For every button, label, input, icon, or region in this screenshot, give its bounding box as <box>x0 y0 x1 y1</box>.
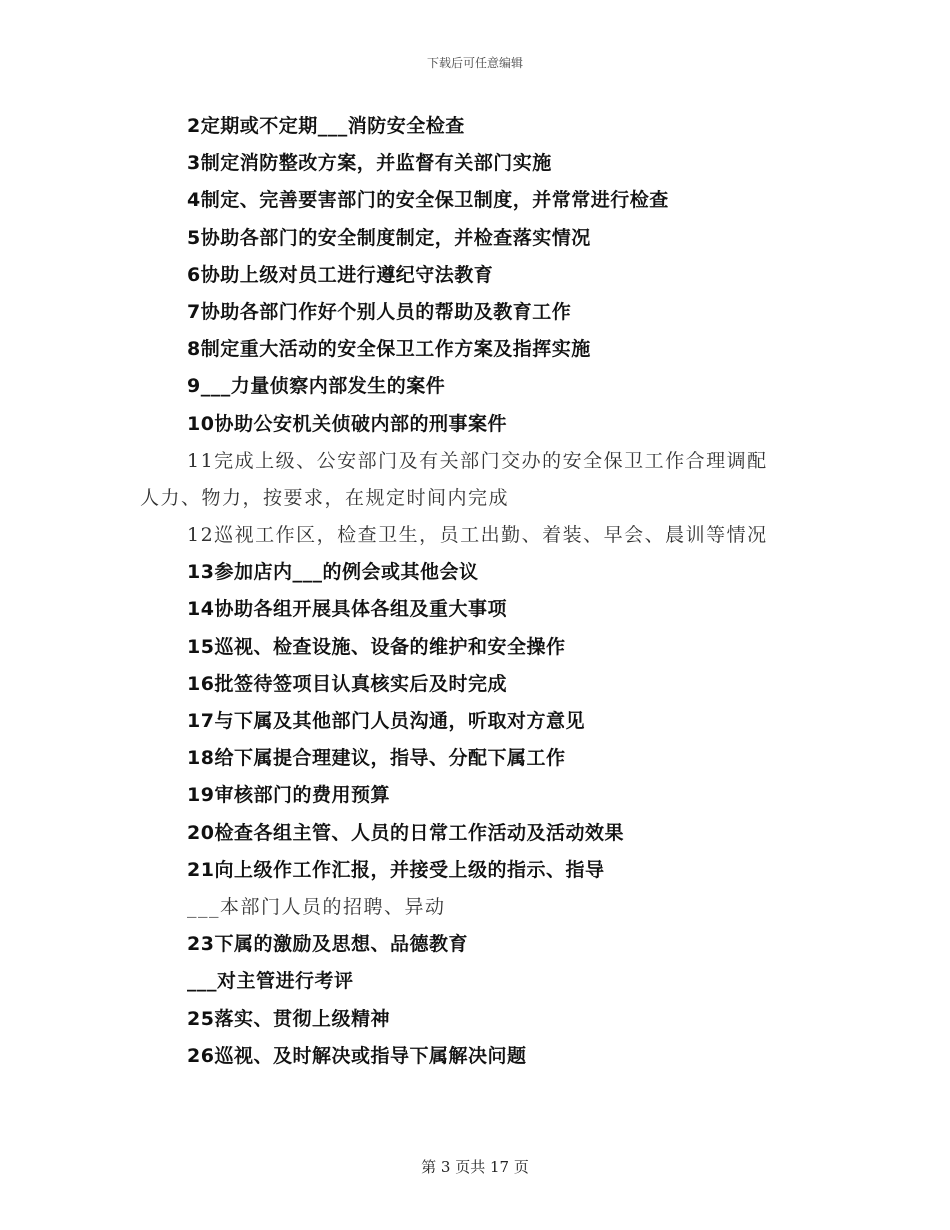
list-item: 23下属的激励及思想、品德教育 <box>187 933 468 956</box>
list-item: 8制定重大活动的安全保卫工作方案及指挥实施 <box>187 338 591 361</box>
list-item: 17与下属及其他部门人员沟通，听取对方意见 <box>187 710 585 732</box>
list-item: 5协助各部门的安全制度制定，并检查落实情况 <box>187 226 591 249</box>
list-item: 4制定、完善要害部门的安全保卫制度，并常常进行检查 <box>187 189 669 212</box>
list-item: 21向上级作工作汇报，并接受上级的指示、指导 <box>187 858 605 881</box>
list-item: 6协助上级对员工进行遵纪守法教育 <box>187 263 494 286</box>
list-item: 12巡视工作区，检查卫生，员工出勤、着装、早会、晨训等情况 <box>187 524 768 547</box>
list-item: 14协助各组开展具体各组及重大事项 <box>187 598 507 621</box>
document-body <box>140 108 820 1075</box>
page-number: 第 3 页共 17 页 <box>421 1158 529 1176</box>
list-item: 20检查各组主管、人员的日常工作活动及活动效果 <box>187 821 624 844</box>
list-item-continuation: 人力、物力，按要求，在规定时间内完成 <box>140 486 510 509</box>
list-item: 7协助各部门作好个别人员的帮助及教育工作 <box>187 300 572 323</box>
list-item: 16批签待签项目认真核实后及时完成 <box>187 672 507 695</box>
list-item: 9___力量侦察内部发生的案件 <box>187 375 446 398</box>
list-item: 25落实、贯彻上级精神 <box>187 1007 390 1030</box>
list-item: 3制定消防整改方案，并监督有关部门实施 <box>187 152 552 175</box>
list-item: 19审核部门的费用预算 <box>187 784 390 807</box>
list-item: 26巡视、及时解决或指导下属解决问题 <box>187 1044 527 1067</box>
list-item: ___对主管进行考评 <box>187 970 354 993</box>
list-item: 10协助公安机关侦破内部的刑事案件 <box>187 412 507 435</box>
page-header: 下载后可任意编辑 <box>426 56 523 70</box>
list-item: 13参加店内___的例会或其他会议 <box>187 561 479 584</box>
list-item: 11完成上级、公安部门及有关部门交办的安全保卫工作合理调配 <box>187 449 768 472</box>
list-item: ___本部门人员的招聘、异动 <box>187 895 446 918</box>
list-item: 18给下属提合理建议，指导、分配下属工作 <box>187 747 566 770</box>
list-item: 15巡视、检查设施、设备的维护和安全操作 <box>187 635 566 658</box>
list-item: 2定期或不定期___消防安全检查 <box>187 115 465 137</box>
